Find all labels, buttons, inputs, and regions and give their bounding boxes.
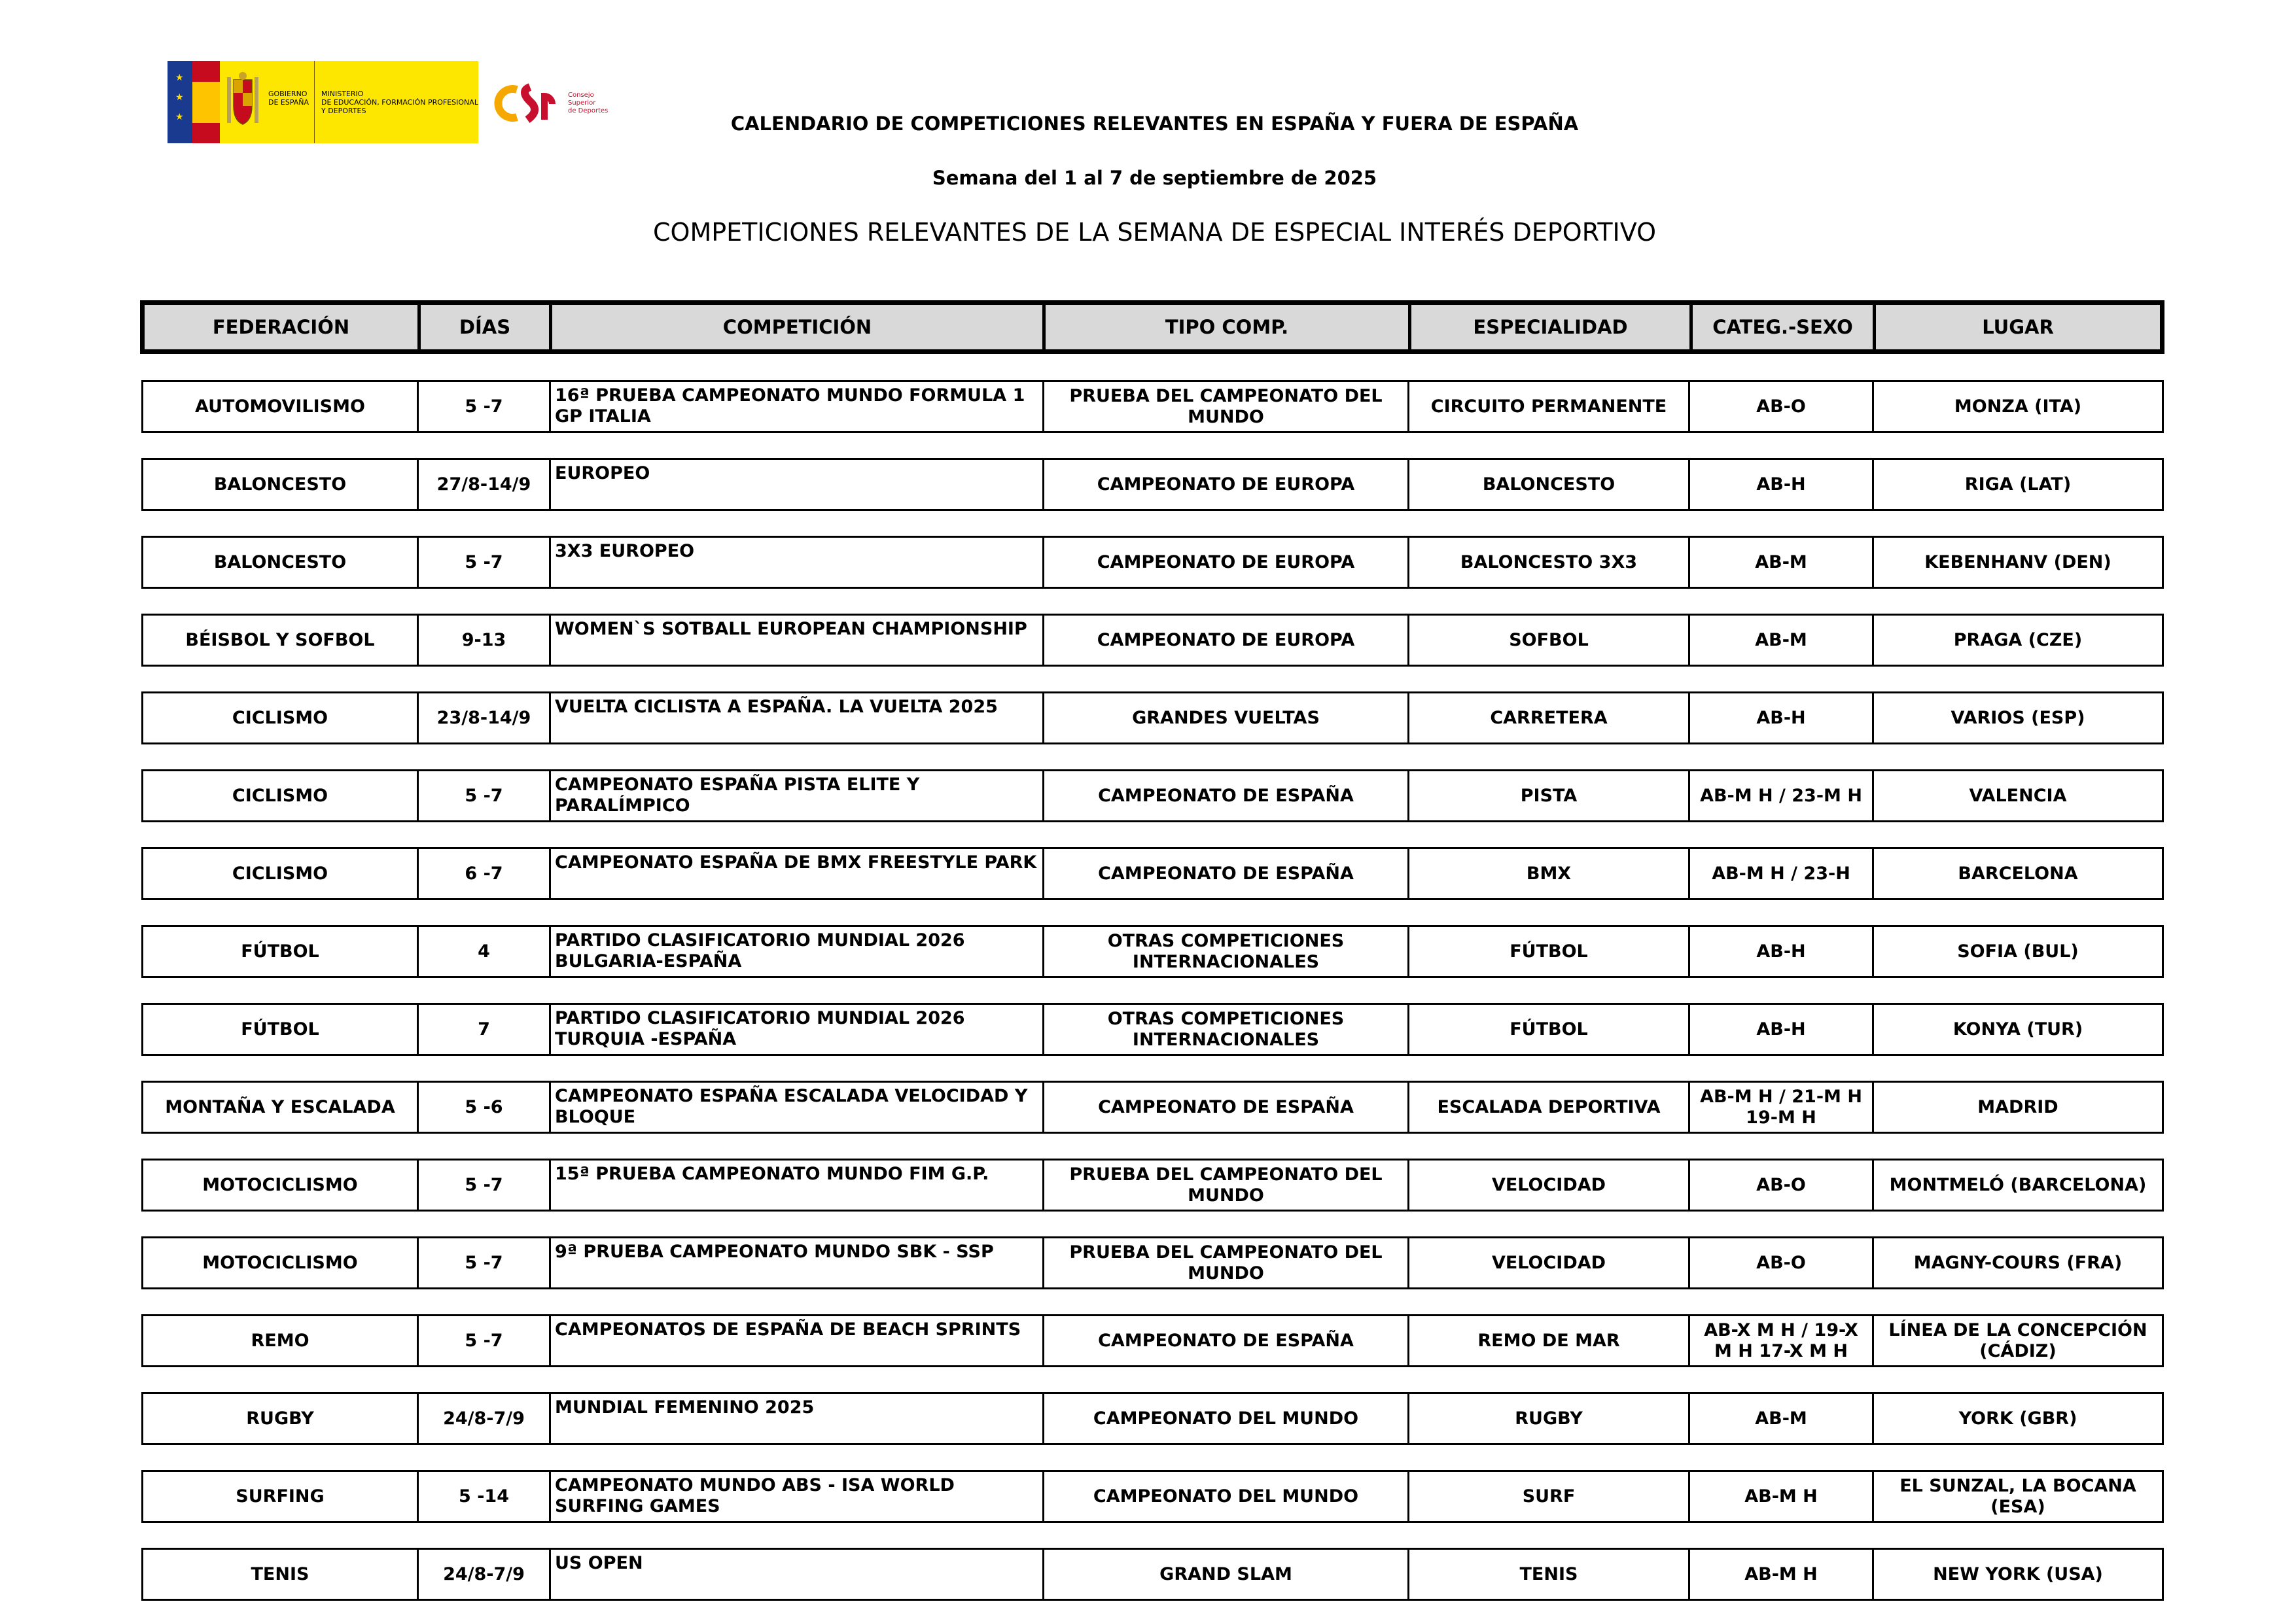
col-header-federacion: FEDERACIÓN (145, 305, 421, 349)
cell-federacion: CICLISMO (143, 771, 419, 820)
cell-federacion: BALONCESTO (143, 460, 419, 509)
cell-competicion: VUELTA CICLISTA A ESPAÑA. LA VUELTA 2025 (551, 693, 1044, 742)
cell-federacion: AUTOMOVILISMO (143, 382, 419, 431)
cell-especialidad: REMO DE MAR (1409, 1316, 1690, 1365)
table-row (141, 925, 2164, 978)
cell-competicion: CAMPEONATO ESPAÑA DE BMX FREESTYLE PARK (551, 849, 1044, 898)
cell-lugar: BARCELONA (1958, 863, 2078, 884)
cell-tipo: PRUEBA DEL CAMPEONATO DEL MUNDO (1044, 1161, 1409, 1210)
cell-lugar: MADRID (1977, 1096, 2058, 1117)
cell-dias: 5 -7 (419, 1238, 551, 1287)
cell-tipo: GRANDES VUELTAS (1044, 693, 1409, 742)
cell-categ: AB-M (1690, 616, 1874, 665)
cell-competicion: PARTIDO CLASIFICATORIO MUNDIAL 2026 TURQUIA -ESPAÑA (551, 1005, 1044, 1054)
cell-tipo: CAMPEONATO DE ESPAÑA (1044, 771, 1409, 820)
cell-especialidad: VELOCIDAD (1409, 1238, 1690, 1287)
table-row (141, 536, 2164, 589)
cell-tipo: CAMPEONATO DE EUROPA (1044, 538, 1409, 587)
cell-dias: 5 -7 (419, 1316, 551, 1365)
cell-categ: AB-H (1690, 1005, 1874, 1054)
cell-lugar: PRAGA (CZE) (1953, 629, 2083, 650)
cell-lugar: VALENCIA (1969, 785, 2067, 806)
cell-especialidad: SURF (1409, 1472, 1690, 1521)
cell-federacion: MOTOCICLISMO (143, 1161, 419, 1210)
cell-categ: AB-M H (1690, 1472, 1874, 1521)
cell-dias: 9-13 (419, 616, 551, 665)
cell-competicion: CAMPEONATO ESPAÑA ESCALADA VELOCIDAD Y BLOQUE (551, 1083, 1044, 1132)
cell-lugar: VARIOS (ESP) (1951, 707, 2085, 728)
table-header (140, 300, 2164, 354)
table-row (141, 614, 2164, 667)
cell-competicion: MUNDIAL FEMENINO 2025 (551, 1394, 1044, 1443)
cell-categ: AB-H (1690, 693, 1874, 742)
cell-dias: 5 -7 (419, 1161, 551, 1210)
table-row (141, 1003, 2164, 1056)
cell-lugar: MONZA (ITA) (1954, 396, 2082, 417)
cell-federacion: RUGBY (143, 1394, 419, 1443)
ministerio-text: MINISTERIO DE EDUCACIÓN, FORMACIÓN PROFESIONAL Y DEPORTES (321, 90, 478, 115)
cell-categ: AB-X M H / 19-X M H 17-X M H (1690, 1316, 1874, 1365)
cell-lugar: SOFIA (BUL) (1957, 941, 2079, 962)
col-header-especialidad: ESPECIALIDAD (1411, 305, 1693, 349)
cell-competicion: 15ª PRUEBA CAMPEONATO MUNDO FIM G.P. (551, 1161, 1044, 1210)
cell-especialidad: TENIS (1409, 1550, 1690, 1599)
col-header-tipo: TIPO COMP. (1046, 305, 1411, 349)
cell-competicion: PARTIDO CLASIFICATORIO MUNDIAL 2026 BULGARIA-ESPAÑA (551, 927, 1044, 976)
cell-federacion: CICLISMO (143, 849, 419, 898)
cell-competicion: CAMPEONATO MUNDO ABS - ISA WORLD SURFING GAMES (551, 1472, 1044, 1521)
cell-especialidad: BALONCESTO (1409, 460, 1690, 509)
cell-lugar: KEBENHANV (DEN) (1924, 551, 2111, 572)
cell-categ: AB-H (1690, 460, 1874, 509)
cell-tipo: CAMPEONATO DE ESPAÑA (1044, 849, 1409, 898)
cell-lugar: LÍNEA DE LA CONCEPCIÓN (CÁDIZ) (1888, 1319, 2147, 1361)
cell-federacion: MOTOCICLISMO (143, 1238, 419, 1287)
cell-competicion: 9ª PRUEBA CAMPEONATO MUNDO SBK - SSP (551, 1238, 1044, 1287)
cell-tipo: CAMPEONATO DE ESPAÑA (1044, 1083, 1409, 1132)
cell-federacion: CICLISMO (143, 693, 419, 742)
cell-lugar: RIGA (LAT) (1964, 474, 2072, 495)
cell-dias: 7 (419, 1005, 551, 1054)
cell-tipo: CAMPEONATO DE EUROPA (1044, 460, 1409, 509)
section-subtitle: COMPETICIONES RELEVANTES DE LA SEMANA DE ESPECIAL INTERÉS DEPORTIVO (653, 218, 1656, 247)
cell-dias: 24/8-7/9 (419, 1550, 551, 1599)
cell-dias: 27/8-14/9 (419, 460, 551, 509)
cell-competicion: CAMPEONATOS DE ESPAÑA DE BEACH SPRINTS (551, 1316, 1044, 1365)
table-row (141, 458, 2164, 511)
table-row (141, 1548, 2164, 1601)
cell-dias: 5 -6 (419, 1083, 551, 1132)
table-row (141, 769, 2164, 822)
col-header-lugar: LUGAR (1982, 316, 2054, 338)
cell-dias: 5 -7 (419, 771, 551, 820)
cell-especialidad: RUGBY (1409, 1394, 1690, 1443)
cell-tipo: GRAND SLAM (1044, 1550, 1409, 1599)
cell-especialidad: SOFBOL (1409, 616, 1690, 665)
cell-lugar: KONYA (TUR) (1952, 1019, 2083, 1039)
cell-especialidad: FÚTBOL (1409, 927, 1690, 976)
table-row (141, 1314, 2164, 1367)
cell-federacion: BALONCESTO (143, 538, 419, 587)
cell-lugar: YORK (GBR) (1958, 1408, 2077, 1429)
cell-categ: AB-M (1690, 1394, 1874, 1443)
cell-federacion: MONTAÑA Y ESCALADA (143, 1083, 419, 1132)
cell-tipo: PRUEBA DEL CAMPEONATO DEL MUNDO (1044, 1238, 1409, 1287)
cell-categ: AB-M H / 21-M H 19-M H (1690, 1083, 1874, 1132)
cell-categ: AB-O (1690, 1238, 1874, 1287)
cell-competicion: 16ª PRUEBA CAMPEONATO MUNDO FORMULA 1 GP ITALIA (551, 382, 1044, 431)
cell-dias: 5 -7 (419, 382, 551, 431)
cell-lugar: MONTMELÓ (BARCELONA) (1889, 1174, 2147, 1195)
cell-dias: 5 -7 (419, 538, 551, 587)
cell-lugar: MAGNY-COURS (FRA) (1913, 1252, 2123, 1273)
cell-especialidad: CIRCUITO PERMANENTE (1409, 382, 1690, 431)
table-row (141, 380, 2164, 433)
cell-categ: AB-O (1690, 1161, 1874, 1210)
table-row (141, 1236, 2164, 1289)
table-row (141, 1159, 2164, 1212)
cell-dias: 6 -7 (419, 849, 551, 898)
cell-categ: AB-M H / 23-M H (1690, 771, 1874, 820)
cell-especialidad: BMX (1409, 849, 1690, 898)
cell-categ: AB-M H (1690, 1550, 1874, 1599)
cell-competicion: 3X3 EUROPEO (551, 538, 1044, 587)
cell-federacion: BÉISBOL Y SOFBOL (143, 616, 419, 665)
cell-especialidad: ESCALADA DEPORTIVA (1409, 1083, 1690, 1132)
cell-federacion: TENIS (143, 1550, 419, 1599)
cell-dias: 24/8-7/9 (419, 1394, 551, 1443)
table-row (141, 1081, 2164, 1134)
table-row (141, 847, 2164, 900)
cell-federacion: REMO (143, 1316, 419, 1365)
cell-dias: 5 -14 (419, 1472, 551, 1521)
cell-federacion: SURFING (143, 1472, 419, 1521)
cell-competicion: EUROPEO (551, 460, 1044, 509)
cell-lugar: NEW YORK (USA) (1933, 1563, 2103, 1584)
cell-categ: AB-O (1690, 382, 1874, 431)
cell-especialidad: VELOCIDAD (1409, 1161, 1690, 1210)
cell-tipo: OTRAS COMPETICIONES INTERNACIONALES (1044, 1005, 1409, 1054)
table-row (141, 691, 2164, 744)
cell-dias: 4 (419, 927, 551, 976)
cell-tipo: PRUEBA DEL CAMPEONATO DEL MUNDO (1044, 382, 1409, 431)
table-row (141, 1470, 2164, 1523)
cell-tipo: OTRAS COMPETICIONES INTERNACIONALES (1044, 927, 1409, 976)
cell-categ: AB-M H / 23-H (1690, 849, 1874, 898)
cell-dias: 23/8-14/9 (419, 693, 551, 742)
cell-competicion: US OPEN (551, 1550, 1044, 1599)
cell-categ: AB-M (1690, 538, 1874, 587)
cell-categ: AB-H (1690, 927, 1874, 976)
cell-especialidad: FÚTBOL (1409, 1005, 1690, 1054)
cell-lugar: EL SUNZAL, LA BOCANA (ESA) (1899, 1475, 2136, 1517)
cell-tipo: CAMPEONATO DE ESPAÑA (1044, 1316, 1409, 1365)
cell-especialidad: CARRETERA (1409, 693, 1690, 742)
cell-federacion: FÚTBOL (143, 1005, 419, 1054)
cell-competicion: CAMPEONATO ESPAÑA PISTA ELITE Y PARALÍMPICO (551, 771, 1044, 820)
cell-tipo: CAMPEONATO DEL MUNDO (1044, 1394, 1409, 1443)
cell-tipo: CAMPEONATO DE EUROPA (1044, 616, 1409, 665)
table-row (141, 1392, 2164, 1445)
week-label: Semana del 1 al 7 de septiembre de 2025 (932, 167, 1377, 189)
eu-flag-icon: ★ ★ ★ (168, 61, 192, 143)
col-header-categ: CATEG.-SEXO (1693, 305, 1876, 349)
cell-especialidad: PISTA (1409, 771, 1690, 820)
gobierno-text: GOBIERNO DE ESPAÑA (266, 61, 315, 143)
document-title: CALENDARIO DE COMPETICIONES RELEVANTES EN ESPAÑA Y FUERA DE ESPAÑA (730, 113, 1579, 135)
cell-especialidad: BALONCESTO 3X3 (1409, 538, 1690, 587)
cell-federacion: FÚTBOL (143, 927, 419, 976)
cell-tipo: CAMPEONATO DEL MUNDO (1044, 1472, 1409, 1521)
col-header-competicion: COMPETICIÓN (552, 305, 1046, 349)
cell-competicion: WOMEN`S SOTBALL EUROPEAN CHAMPIONSHIP (551, 616, 1044, 665)
csd-text: Consejo Superior de Deportes (568, 91, 609, 114)
col-header-dias: DÍAS (421, 305, 552, 349)
